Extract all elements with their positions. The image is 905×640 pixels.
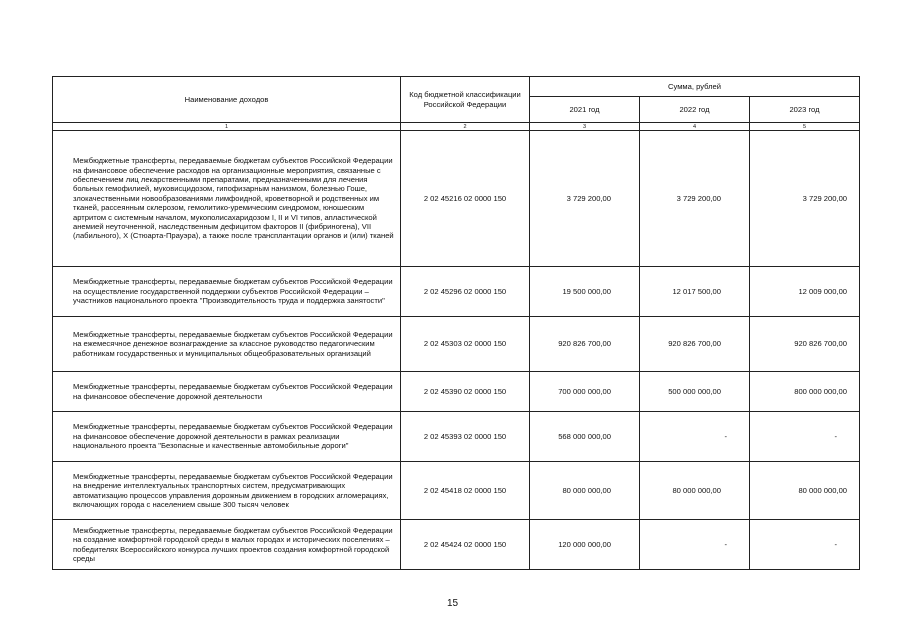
row-2021: 920 826 700,00 — [530, 317, 640, 372]
row-name: Межбюджетные трансферты, передаваемые бюджетам субъектов Российской Федерации на осуществление государственной поддержки субъектов Российской Федерации – участников национального проекта "Производительность труда и поддержка занятости" — [53, 267, 401, 317]
row-2022: 920 826 700,00 — [640, 317, 750, 372]
row-code: 2 02 45303 02 0000 150 — [401, 317, 530, 372]
colnum-4: 4 — [640, 123, 750, 131]
row-2022: - — [640, 412, 750, 462]
row-name: Межбюджетные трансферты, передаваемые бюджетам субъектов Российской Федерации на внедрение интеллектуальных транспортных систем, предусматривающих автоматизацию процессов управления дорожным движением в городских агломерациях, включающих города с населением свыше 300 тысяч человек — [53, 462, 401, 520]
row-2023: - — [750, 412, 860, 462]
row-name: Межбюджетные трансферты, передаваемые бюджетам субъектов Российской Федерации на создание комфортной городской среды в малых городах и исторических поселениях – победителях Всероссийского конкурса лучших проектов создания комфортной городской среды — [53, 520, 401, 570]
row-2023: 920 826 700,00 — [750, 317, 860, 372]
table-row — [53, 317, 860, 372]
row-2023: 12 009 000,00 — [750, 267, 860, 317]
row-2022: 500 000 000,00 — [640, 372, 750, 412]
row-2023: 80 000 000,00 — [750, 462, 860, 520]
row-2022: 12 017 500,00 — [640, 267, 750, 317]
colnum-5: 5 — [750, 123, 860, 131]
row-name: Межбюджетные трансферты, передаваемые бюджетам субъектов Российской Федерации на ежемесячное денежное вознаграждение за классное руководство педагогическим работникам государственных и муниципальных общеобразовательных организаций — [53, 317, 401, 372]
row-2023: - — [750, 520, 860, 570]
row-2021: 700 000 000,00 — [530, 372, 640, 412]
page-number: 15 — [446, 598, 459, 609]
table-row — [53, 462, 860, 520]
colnum-3: 3 — [530, 123, 640, 131]
row-name: Межбюджетные трансферты, передаваемые бюджетам субъектов Российской Федерации на финансовое обеспечение дорожной деятельности в рамках реализации национального проекта "Безопасные и качественные автомобильные дороги" — [53, 412, 401, 462]
row-2021: 568 000 000,00 — [530, 412, 640, 462]
header-year-2022: 2022 год — [640, 97, 750, 123]
row-2021: 3 729 200,00 — [530, 131, 640, 267]
row-code: 2 02 45216 02 0000 150 — [401, 131, 530, 267]
colnum-1: 1 — [53, 123, 401, 131]
revenue-table — [52, 76, 860, 570]
table-row — [53, 267, 860, 317]
header-sum: Сумма, рублей — [530, 77, 860, 97]
row-code: 2 02 45424 02 0000 150 — [401, 520, 530, 570]
row-code: 2 02 45390 02 0000 150 — [401, 372, 530, 412]
row-2022: - — [640, 520, 750, 570]
row-2023: 800 000 000,00 — [750, 372, 860, 412]
row-name: Межбюджетные трансферты, передаваемые бюджетам субъектов Российской Федерации на финансовое обеспечение дорожной деятельности — [53, 372, 401, 412]
header-year-2023: 2023 год — [750, 97, 860, 123]
row-code: 2 02 45418 02 0000 150 — [401, 462, 530, 520]
row-2023: 3 729 200,00 — [750, 131, 860, 267]
header-name: Наименование доходов — [53, 77, 401, 123]
row-2021: 80 000 000,00 — [530, 462, 640, 520]
row-2022: 80 000 000,00 — [640, 462, 750, 520]
row-name: Межбюджетные трансферты, передаваемые бюджетам субъектов Российской Федерации на финансовое обеспечение расходов на организационные мероприятия, связанные с обеспечением лиц лекарственными препаратами, предназначенными для лечения больных гемофилией, муковисцидозом, гипофизарным нанизмом, болезнью Гоше, злокачественными новообразованиями лимфоидной, кроветворной и родственных им тканей, рассеянным склерозом, гемолитико-уремическим синдромом, юношеским артритом с системным началом, мукополисахаридозом I, II и VI типов, апластической анемией неуточненной, наследственным дефицитом факторов II (фибриногена), VII (лабильного), X (Стюарта-Прауэра), а также после трансплантации органов и (или) тканей — [53, 131, 401, 267]
row-code: 2 02 45296 02 0000 150 — [401, 267, 530, 317]
row-code: 2 02 45393 02 0000 150 — [401, 412, 530, 462]
colnum-2: 2 — [401, 123, 530, 131]
header-year-2021: 2021 год — [530, 97, 640, 123]
table-row — [53, 131, 860, 267]
header-code: Код бюджетной классификации Российской Федерации — [401, 77, 530, 123]
row-2021: 120 000 000,00 — [530, 520, 640, 570]
table-row — [53, 412, 860, 462]
table-row — [53, 372, 860, 412]
row-2022: 3 729 200,00 — [640, 131, 750, 267]
row-2021: 19 500 000,00 — [530, 267, 640, 317]
table-row — [53, 520, 860, 570]
